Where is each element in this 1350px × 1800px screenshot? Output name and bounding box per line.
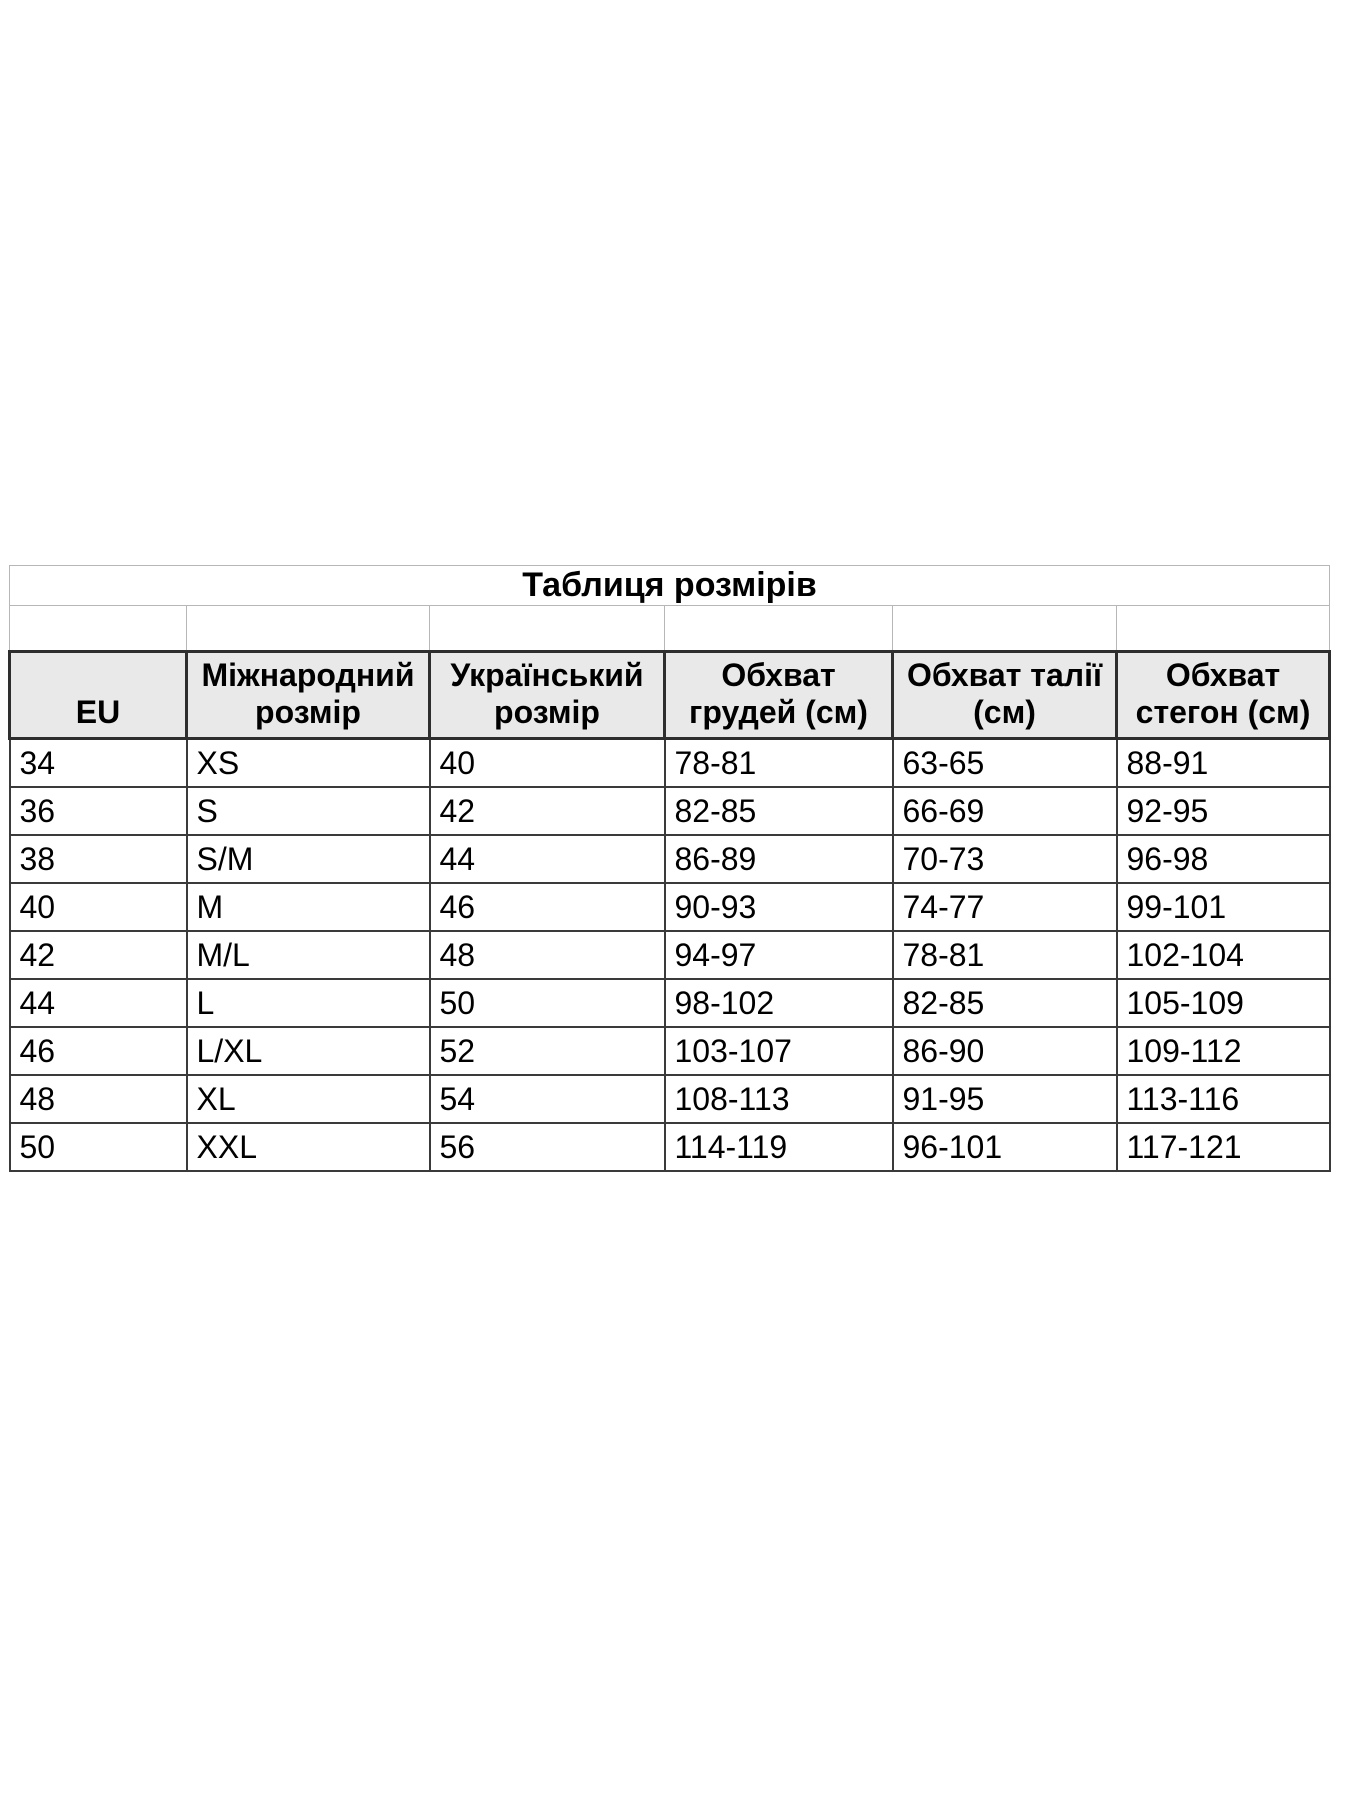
table-cell: 82-85 <box>665 787 893 835</box>
header-row <box>10 652 1330 739</box>
table-cell: 74-77 <box>893 883 1117 931</box>
table-cell: 63-65 <box>893 739 1117 788</box>
spacer-cell <box>430 606 665 652</box>
spacer-cell <box>1117 606 1330 652</box>
table-row <box>10 931 1330 979</box>
table-cell: 46 <box>430 883 665 931</box>
spacer-cell <box>187 606 430 652</box>
table-cell: 113-116 <box>1117 1075 1330 1123</box>
table-title: Таблиця розмірів <box>10 566 1330 606</box>
table-cell: 56 <box>430 1123 665 1171</box>
table-cell: 86-90 <box>893 1027 1117 1075</box>
table-body <box>10 739 1330 1172</box>
spacer-row <box>10 606 1330 652</box>
column-header-waist: Обхват талії (см) <box>893 652 1117 739</box>
table-cell: 40 <box>10 883 187 931</box>
table-cell: 109-112 <box>1117 1027 1330 1075</box>
spacer-cell <box>893 606 1117 652</box>
table-cell: XL <box>187 1075 430 1123</box>
table-cell: 42 <box>430 787 665 835</box>
column-header-international-size: Міжнародний розмір <box>187 652 430 739</box>
column-header-ukrainian-size: Український розмір <box>430 652 665 739</box>
table-cell: XXL <box>187 1123 430 1171</box>
table-cell: 36 <box>10 787 187 835</box>
table-cell: 66-69 <box>893 787 1117 835</box>
table-cell: 86-89 <box>665 835 893 883</box>
table-cell: M <box>187 883 430 931</box>
table-row <box>10 787 1330 835</box>
table-row <box>10 1123 1330 1171</box>
table-cell: 50 <box>430 979 665 1027</box>
table-cell: 96-101 <box>893 1123 1117 1171</box>
column-header-chest: Обхват грудей (см) <box>665 652 893 739</box>
table-cell: 54 <box>430 1075 665 1123</box>
table-cell: 70-73 <box>893 835 1117 883</box>
table-cell: 40 <box>430 739 665 788</box>
size-chart-table <box>8 565 1331 1172</box>
table-cell: 103-107 <box>665 1027 893 1075</box>
table-cell: 82-85 <box>893 979 1117 1027</box>
table-cell: 102-104 <box>1117 931 1330 979</box>
table-cell: 34 <box>10 739 187 788</box>
table-cell: 96-98 <box>1117 835 1330 883</box>
table-cell: 48 <box>430 931 665 979</box>
table-cell: 44 <box>10 979 187 1027</box>
table-cell: 94-97 <box>665 931 893 979</box>
table-cell: 105-109 <box>1117 979 1330 1027</box>
column-header-eu: EU <box>10 652 187 739</box>
table-cell: 38 <box>10 835 187 883</box>
table-cell: 50 <box>10 1123 187 1171</box>
table-cell: XS <box>187 739 430 788</box>
table-cell: S/M <box>187 835 430 883</box>
table-cell: 44 <box>430 835 665 883</box>
table-row <box>10 1075 1330 1123</box>
table-cell: 42 <box>10 931 187 979</box>
spacer-cell <box>10 606 187 652</box>
table-cell: M/L <box>187 931 430 979</box>
size-chart-sheet <box>8 565 1331 1172</box>
table-cell: 78-81 <box>665 739 893 788</box>
table-cell: 46 <box>10 1027 187 1075</box>
table-row <box>10 1027 1330 1075</box>
table-cell: 92-95 <box>1117 787 1330 835</box>
table-cell: 117-121 <box>1117 1123 1330 1171</box>
table-cell: 108-113 <box>665 1075 893 1123</box>
table-cell: 114-119 <box>665 1123 893 1171</box>
table-cell: 98-102 <box>665 979 893 1027</box>
table-cell: 52 <box>430 1027 665 1075</box>
table-cell: 78-81 <box>893 931 1117 979</box>
table-row <box>10 739 1330 788</box>
table-cell: 90-93 <box>665 883 893 931</box>
table-cell: L <box>187 979 430 1027</box>
table-row <box>10 835 1330 883</box>
table-row <box>10 883 1330 931</box>
table-row <box>10 979 1330 1027</box>
table-cell: 99-101 <box>1117 883 1330 931</box>
table-cell: L/XL <box>187 1027 430 1075</box>
table-cell: 91-95 <box>893 1075 1117 1123</box>
column-header-hips: Обхват стегон (см) <box>1117 652 1330 739</box>
table-title-row <box>10 566 1330 606</box>
table-cell: 48 <box>10 1075 187 1123</box>
spacer-cell <box>665 606 893 652</box>
table-cell: 88-91 <box>1117 739 1330 788</box>
table-cell: S <box>187 787 430 835</box>
